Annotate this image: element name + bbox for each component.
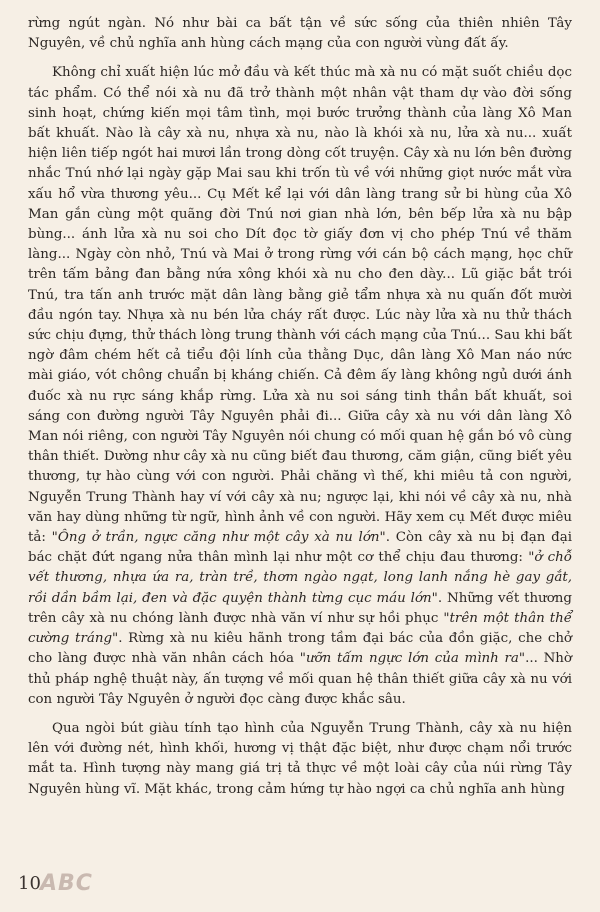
page-footer xyxy=(18,860,178,894)
paragraph-2 xyxy=(28,63,572,710)
paragraph-gap xyxy=(28,54,572,63)
paragraph-1 xyxy=(28,14,572,54)
quote-chest: ưỡn tấm ngực lớn của mình ra xyxy=(305,651,519,667)
paragraph-3-text: Qua ngòi bút giàu tính tạo hình của Nguyễn Trung Thành, cây xà nu hiện lên với đường nét, hình khối, hương vị thật đặc biệt, như được chạm nổi trước mắt ta. Hình tượng này mang giá trị tả thực về một loài cây của núi rừng Tây Nguyên hùng vĩ. Mặt khác, trong cảm hứng tự hào ngợi ca chủ nghĩa anh hùng xyxy=(28,720,572,797)
paragraph-1-text: rừng ngút ngàn. Nó như bài ca bất tận về sức sống của thiên nhiên Tây Nguyên, về chủ nghĩa anh hùng cách mạng của con người vùng đất ấy. xyxy=(28,16,572,52)
quote-cu-met: Ông ở trần, ngực căng như một cây xà nu lớn xyxy=(57,530,380,546)
paragraph-2-mid-3: . Rừng xà nu kiêu hãnh trong tầm đại bác của đồn giặc, che chở cho làng được nhà văn nhân cách hóa xyxy=(28,631,572,667)
quote-wound: ở chỗ vết thương, nhựa ứa ra, tràn trề, thơm ngào ngạt, long lanh nắng hè gay gắt, rồi dần bầm lại, đen và đặc quyện thành từng cục máu lớn xyxy=(28,550,572,606)
quote-mark-close: " xyxy=(518,651,526,667)
quote-mark-close: " xyxy=(112,631,119,647)
paragraph-3 xyxy=(28,719,572,800)
quote-mark-close: " xyxy=(431,590,438,606)
quote-mark-open: " xyxy=(528,550,535,566)
paragraph-2-mid-1: . Còn cây xà nu bị đạn đại bác chặt đứt ngang nửa thân mình lại như một cơ thể chịu đau thương: xyxy=(28,530,573,566)
paragraph-gap xyxy=(28,710,572,719)
publisher-watermark: ABC xyxy=(40,871,93,896)
quote-mark-open: " xyxy=(51,530,58,546)
quote-mark-close: " xyxy=(379,530,386,546)
quote-mark-open: " xyxy=(299,651,306,667)
paragraph-2-text: Không chỉ xuất hiện lúc mở đầu và kết thúc mà xà nu có mặt suốt chiều dọc tác phẩm. Có thể nói xà nu đã trở thành một nhân vật tham dự vào đời sống sinh hoạt, chứng kiến mọi tâm tình, mọi bước trưởng thành của làng Xô Man bất khuất. Nào là cây xà nu, nhựa xà nu, nào là khói xà nu, lửa xà nu... xuất hiện liên tiếp ngót hai mươi lần trong dòng cốt truyện. Cây xà nu lớn bên đường nhắc Tnú nhớ lại ngày gặp Mai sau khi trốn tù về với những giọt nước mắt vừa xấu hổ vừa thương yêu... Cụ Mết kể lại với dân làng trang sử bi hùng của Xô Man gắn cùng một quãng đời Tnú nơi gian nhà lớn, bên bếp lửa xà nu bập bùng... ánh lửa xà nu soi cho Dít đọc tờ giấy đơn vị cho phép Tnú về thăm làng... Ngày còn nhỏ, Tnú và Mai ở trong rừng với cán bộ cách mạng, học chữ trên tấm bảng đan bằng nứa xông khói xà nu cho đen dày... Lũ giặc bắt trói Tnú, tra tấn anh trước mặt dân làng bằng giẻ tẩm nhựa xà nu quấn đốt mười đầu ngón tay. Nhựa xà nu bén lửa cháy rất được. Lúc này lửa xà nu thử thách sức chịu đựng, thử thách lòng trung thành với cách mạng của Tnú... Sau khi bất ngờ đâm chém hết cả tiểu đội lính của thằng Dục, dân làng Xô Man náo nức mài giáo, vót chông chuẩn bị kháng chiến. Cả đêm ấy làng không ngủ dưới ánh đuốc xà nu rực sáng khắp rừng. Lửa xà nu soi sáng tinh thần bất khuất, soi sáng con đường người Tây Nguyên phải đi... Giữa cây xà nu với dân làng Xô Man nói riêng, con người Tây Nguyên nói chung có mối quan hệ gắn bó vô cùng thân thiết. Dường như cây xà nu cũng biết đau thương, căm giận, cũng biết yêu thương, tự hào cùng với con người. Phải chăng vì thế, khi miêu tả con người, Nguyễn Trung Thành hay ví với cây xà nu; ngược lại, khi nói về cây xà nu, nhà văn hay dùng những từ ngữ, hình ảnh về con người. Hãy xem cụ Mết được miêu tả: xyxy=(28,65,572,546)
paragraph-2-mid-2: . Những vết thương trên cây xà nu chóng lành được nhà văn ví như sự hồi phục xyxy=(28,590,572,626)
paragraph-2-end: ... Nhờ thủ pháp nghệ thuật này, ấn tượng về mối quan hệ thân thiết giữa cây xà nu với con người Tây Nguyên ở người đọc càng được khắc sâu. xyxy=(28,651,572,707)
quote-mark-open: " xyxy=(443,610,450,626)
quote-healthy-body: trên một thân thể cường tráng xyxy=(28,610,572,647)
document-page xyxy=(28,14,572,800)
page-number: 10 xyxy=(18,873,41,894)
